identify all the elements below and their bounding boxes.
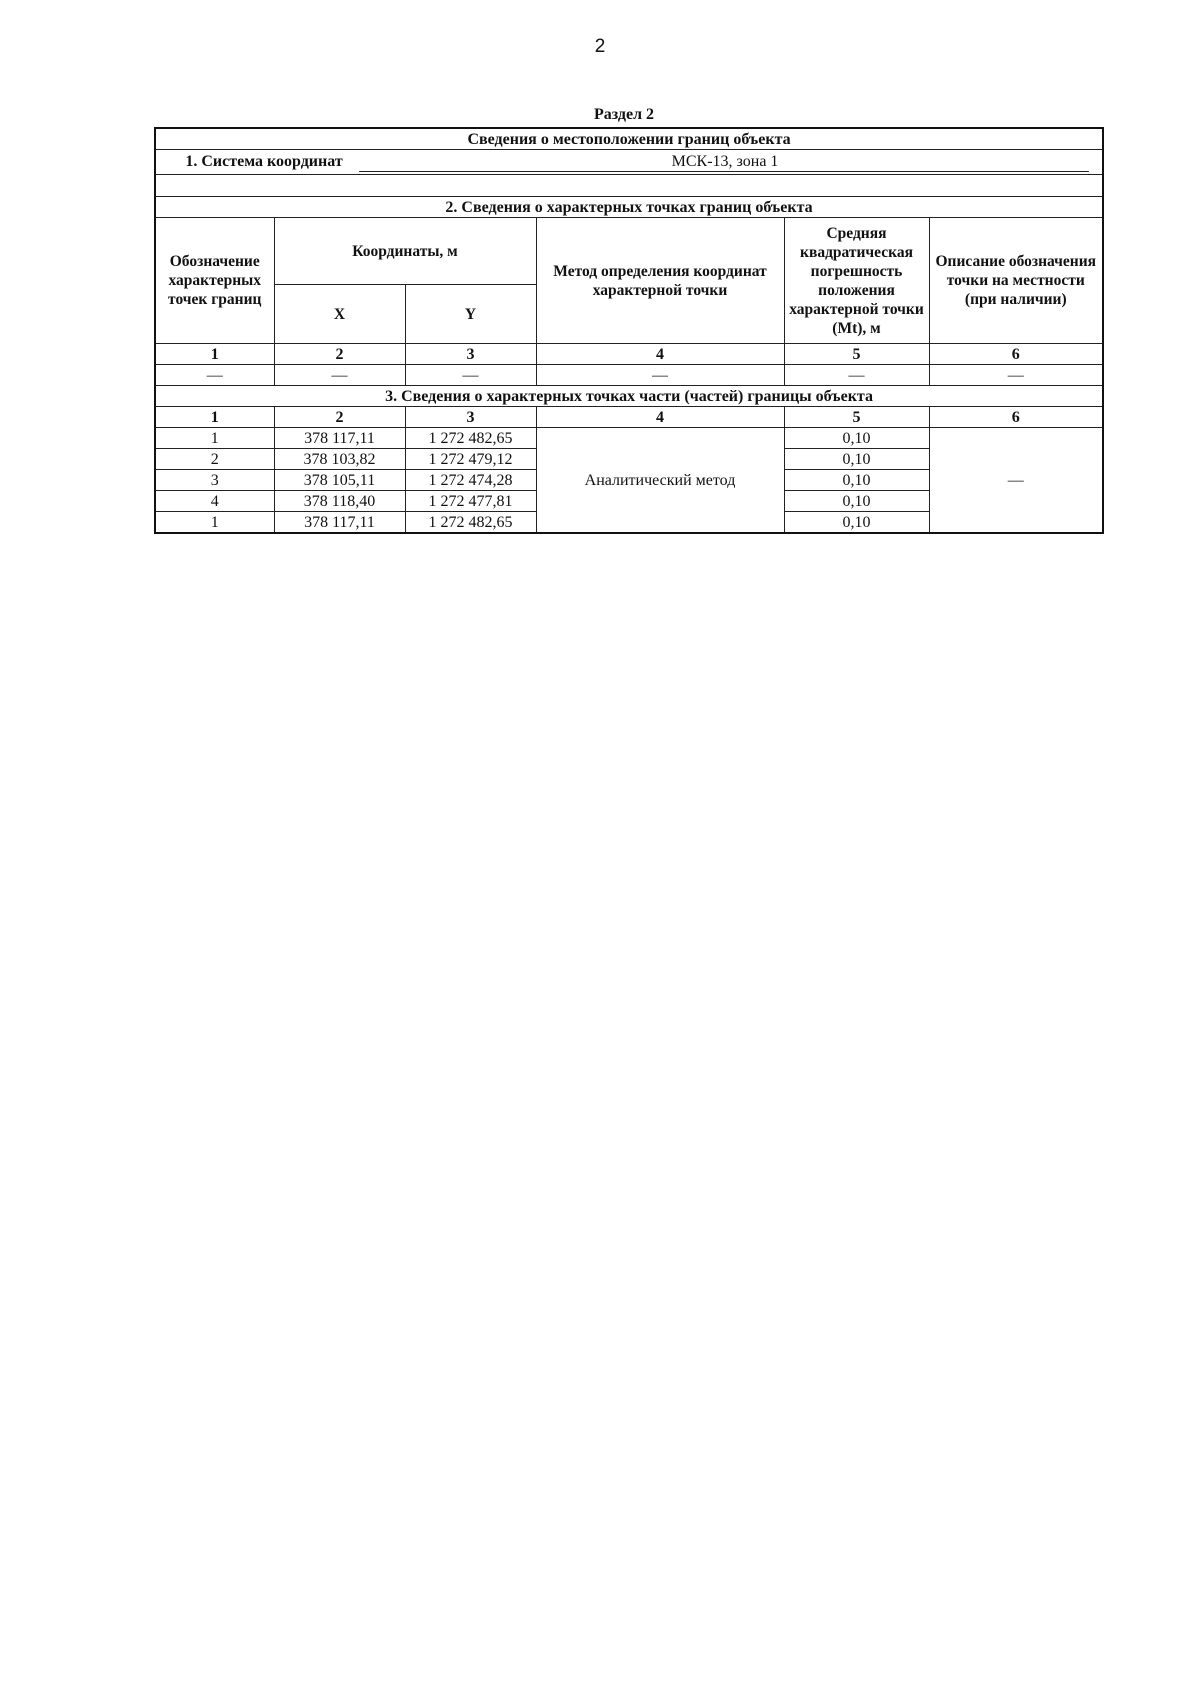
column-number: 6 <box>929 344 1103 365</box>
column-number: 2 <box>274 407 405 428</box>
description-cell: — <box>929 428 1103 534</box>
boundary-table <box>154 127 1104 534</box>
empty-row <box>155 175 1103 197</box>
dash-cell: — <box>405 365 536 386</box>
x-cell: 378 105,11 <box>274 470 405 491</box>
column-number: 1 <box>155 344 274 365</box>
point-cell: 1 <box>155 428 274 449</box>
table-row <box>155 428 1103 449</box>
header-y: Y <box>405 285 536 344</box>
method-cell: Аналитический метод <box>536 428 784 534</box>
column-number: 2 <box>274 344 405 365</box>
dash-cell: — <box>536 365 784 386</box>
x-cell: 378 117,11 <box>274 512 405 534</box>
header-x: X <box>274 285 405 344</box>
y-cell: 1 272 482,65 <box>405 428 536 449</box>
table-title: Сведения о местоположении границ объекта <box>155 128 1103 150</box>
x-cell: 378 118,40 <box>274 491 405 512</box>
mt-cell: 0,10 <box>784 512 929 534</box>
column-numbers-row <box>155 344 1103 365</box>
coord-system-value: МСК-13, зона 1 <box>359 152 1089 172</box>
coord-system-row <box>155 150 1103 175</box>
y-cell: 1 272 482,65 <box>405 512 536 534</box>
column-number: 6 <box>929 407 1103 428</box>
page-number: 2 <box>594 36 606 57</box>
point-cell: 1 <box>155 512 274 534</box>
column-number: 4 <box>536 407 784 428</box>
header-method: Метод определения координат характерной точки <box>536 218 784 344</box>
column-number: 1 <box>155 407 274 428</box>
dash-cell: — <box>784 365 929 386</box>
y-cell: 1 272 477,81 <box>405 491 536 512</box>
column-number: 5 <box>784 344 929 365</box>
column-number: 3 <box>405 344 536 365</box>
mt-cell: 0,10 <box>784 491 929 512</box>
x-cell: 378 103,82 <box>274 449 405 470</box>
header-designation: Обозначение характерных точек границ <box>155 218 274 344</box>
part3-column-numbers-row <box>155 407 1103 428</box>
column-number: 3 <box>405 407 536 428</box>
part2-title: 2. Сведения о характерных точках границ объекта <box>155 197 1103 218</box>
point-cell: 3 <box>155 470 274 491</box>
point-cell: 2 <box>155 449 274 470</box>
mt-cell: 0,10 <box>784 428 929 449</box>
header-description: Описание обозначения точки на местности (при наличии) <box>929 218 1103 344</box>
mt-cell: 0,10 <box>784 470 929 491</box>
mt-cell: 0,10 <box>784 449 929 470</box>
header-accuracy: Средняя квадратическая погрешность положения характерной точки (Mt), м <box>784 218 929 344</box>
dash-cell: — <box>929 365 1103 386</box>
dash-cell: — <box>155 365 274 386</box>
dash-row <box>155 365 1103 386</box>
coord-system-label: 1. Система координат <box>185 153 343 170</box>
point-cell: 4 <box>155 491 274 512</box>
section-title: Раздел 2 <box>593 106 655 123</box>
x-cell: 378 117,11 <box>274 428 405 449</box>
y-cell: 1 272 474,28 <box>405 470 536 491</box>
column-number: 4 <box>536 344 784 365</box>
column-number: 5 <box>784 407 929 428</box>
header-coordinates: Координаты, м <box>274 218 536 285</box>
dash-cell: — <box>274 365 405 386</box>
y-cell: 1 272 479,12 <box>405 449 536 470</box>
part3-title: 3. Сведения о характерных точках части (частей) границы объекта <box>155 386 1103 407</box>
